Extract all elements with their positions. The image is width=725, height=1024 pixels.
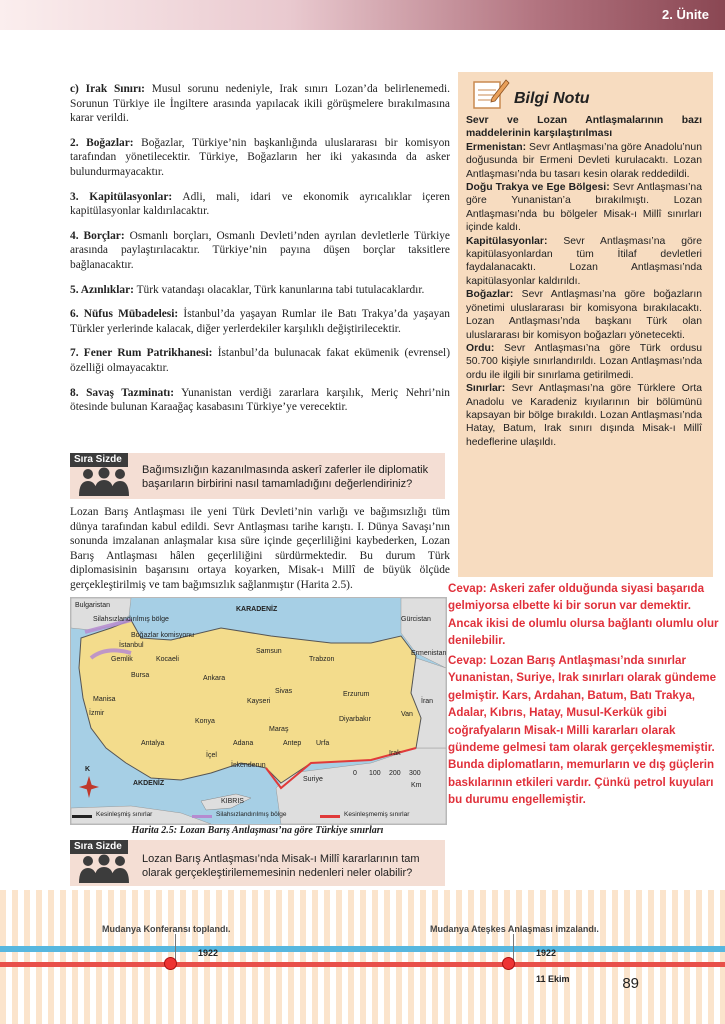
map-graphic (71, 598, 446, 824)
item-kapitulasyonlar: 3. Kapitülasyonlar: Adli, mali, idari ve ekonomik ayrıcalıklar içeren kapitülasyonlar kaldırılacaktır. (70, 190, 450, 218)
item-borclar: 4. Borçlar: Osmanlı borçları, Osmanlı Devleti’nden ayrılan devletlerle Türkiye arasında paylaştırılacaktır. Türkiye’nin payına düşen borçlar taksitlere bağlanacaktır. (70, 229, 450, 271)
legend-label: Kesinleşmiş sınırlar (96, 811, 153, 818)
info-note-item: Boğazlar: Sevr Antlaşması’na göre boğazların yönetimi uluslararası bir komisyona bırakılacaktı. Lozan Antlaşması’nda başkanı Türk olan uluslararası bir komisyon boğazları yönetecekti. (466, 289, 702, 341)
item-bogazlar: 2. Boğazlar: Boğazlar, Türkiye’nin başkanlığında uluslararası bir komisyon tarafından yönetilecektir. Türkiye, Boğazların her iki yakasında da asker bulundurmayacaktır. (70, 136, 450, 178)
main-text (70, 82, 450, 425)
map-label: Erzurum (343, 691, 370, 698)
timeline-line-red (0, 962, 725, 967)
map-label: Km (411, 782, 422, 789)
info-note-item: Sınırlar: Sevr Antlaşması’na göre Türklere Orta Anadolu ve Karadeniz kıyılarının bir bölümünü kapsayan bir bölge bırakıldı. Lozan Antlaşması’nda Hatay, Batum, Irak sınırı dışında Misak-ı Millî hedeflerine ulaşıldı. (466, 383, 702, 448)
map-label: AKDENİZ (133, 780, 165, 787)
map-turkey-borders (70, 597, 447, 825)
scale-label: 300 (409, 770, 421, 777)
item-irak: c) Irak Sınırı: Musul sorunu nedeniyle, Irak sınırı Lozan’da belirlenemedi. Sorunun Türkiye ile İngiltere arasında yapılacak ikili görüşmelere bırakılmasına karar verildi. (70, 83, 450, 125)
sira-sizde-question: Lozan Barış Antlaşması’nda Misak-ı Millî kararlarının tam olarak gerçekleştirilememesinin nedenleri neler olabilir? (142, 853, 420, 879)
map-label: Samsun (256, 648, 282, 655)
sira-sizde-box-2 (70, 840, 445, 886)
map-label: Kayseri (247, 698, 271, 705)
timeline-event-label: Mudanya Ateşkes Anlaşması imzalandı. (430, 924, 599, 934)
map-label: Silahsızlandırılmış bölge (93, 616, 169, 623)
timeline-line-blue (0, 946, 725, 952)
item-tazminat: 8. Savaş Tazminatı: Yunanistan verdiği zararlara karşılık, Meriç Nehri’nin ötesinde bulunan Karaağaç kasabasını Türkiye’ye verecektir. (70, 386, 450, 414)
sira-sizde-question: Bağımsızlığın kazanılmasında askerî zaferler ile diplomatik başarıların birbirini nasıl tamamladığını değerlendiriniz? (142, 464, 429, 490)
map-label: KARADENİZ (236, 606, 278, 613)
sira-sizde-box-1 (70, 453, 445, 499)
timeline-marker-stick (513, 934, 514, 962)
page-number: 89 (622, 975, 639, 992)
map-label: Antep (283, 740, 302, 747)
compass-icon (79, 776, 99, 798)
unit-label: 2. Ünite (662, 7, 709, 22)
legend-label: Kesinleşmemiş sınırlar (344, 811, 410, 818)
map-label: K (85, 766, 91, 773)
info-note-body (466, 114, 702, 449)
timeline-event-label: Mudanya Konferansı toplandı. (102, 924, 231, 934)
map-label: Ermenistan (411, 650, 447, 657)
info-note-heading: Sevr ve Lozan Antlaşmalarının bazı maddelerinin karşılaştırılması (466, 115, 702, 140)
map-label: Gürcistan (401, 616, 431, 623)
map-label: İzmir (89, 710, 105, 717)
timeline-year: 1922 (536, 948, 557, 958)
map-label: Adana (233, 740, 254, 747)
top-banner (0, 0, 725, 30)
map-label: Sivas (275, 688, 293, 695)
people-icon (76, 853, 132, 883)
map-label: Suriye (303, 776, 323, 783)
scale-label: 100 (369, 770, 381, 777)
info-note-item: Kapitülasyonlar: Sevr Antlaşması’na göre kapitülasyonlardan tüm İtilaf devletleri faydalanacaktı. Lozan Antlaşması’nda kapitülasyonlar kaldırıldı. (466, 235, 702, 287)
scale-label: 0 (353, 770, 357, 777)
sira-sizde-label: Sıra Sizde (70, 840, 128, 854)
map-label: Bursa (131, 672, 150, 679)
info-note-title: Bilgi Notu (514, 90, 590, 107)
map-caption: Harita 2.5: Lozan Barış Antlaşması’na göre Türkiye sınırları (131, 825, 384, 836)
timeline-dot (164, 957, 177, 970)
item-azinliklar: 5. Azınlıklar: Türk vatandaşı olacaklar, Türk kanunlarına tabi tutulacaklardır. (70, 283, 425, 296)
map-label: Diyarbakır (339, 716, 371, 723)
map-label: KIBRIS (221, 798, 244, 805)
map-label: İçel (206, 752, 217, 759)
map-label: Manisa (93, 696, 116, 703)
answer-2: Cevap: Lozan Barış Antlaşması’nda sınırlar Yunanistan, Suriye, Irak sınırları olarak gündeme gelmiştir. Kars, Ardahan, Batum, Batı Trakya, Adalar, Kıbrıs, Hatay, Musul-Kerkük gibi coğrafyaların Misak-ı Milli kararları olarak gündeme gelmesi tam olarak gerçekleşmemiştir. Bunda diplomatların, memurların ve dış güçlerin baskılarının etkileri vardır. Çünkü petrol kuyuları bu durumu engellemiştir. (448, 654, 717, 807)
info-note-item: Doğu Trakya ve Ege Bölgesi: Sevr Antlaşması’na göre Yunanistan’a bırakılmıştı. Lozan Antlaşması’nda bu bölgeler Misak-ı Millî sınırları içinde kaldı. (466, 182, 702, 234)
scale-label: 200 (389, 770, 401, 777)
sira-sizde-label: Sıra Sizde (70, 453, 128, 467)
map-label: Trabzon (309, 656, 335, 663)
map-label: İran (421, 698, 434, 705)
legend-line-demil (192, 815, 212, 818)
info-note-box (458, 72, 713, 577)
answer-1: Cevap: Askeri zafer olduğunda siyasi başarıda gelmiyorsa elbette ki bir sorun var demektir. Ancak ikisi de olumlu olursa bağlantı olumlu olur denilebilir. (448, 582, 719, 648)
legend-line-settled (72, 815, 92, 818)
legend-line-unsettled (320, 815, 340, 818)
legend-label: Silahsızlandırılmış bölge (216, 811, 287, 818)
info-note-item: Ermenistan: Sevr Antlaşması’na göre Anadolu’nun doğusunda bir Ermeni Devleti kurulacaktı. Lozan Antlaşması’nda bu tasarı kesin olarak reddedildi. (466, 141, 702, 180)
map-label: Kocaeli (156, 656, 179, 663)
timeline-date: 11 Ekim (536, 974, 570, 984)
map-label: İskenderun (231, 762, 266, 769)
map-label: Antalya (141, 740, 165, 747)
notepad-pencil-icon (472, 76, 510, 110)
timeline-year: 1922 (198, 948, 219, 958)
map-label: İstanbul (119, 642, 144, 649)
map-label: Maraş (269, 726, 289, 733)
timeline (0, 890, 725, 1024)
map-label: Ankara (203, 675, 226, 682)
map-label: Irak (389, 750, 401, 757)
map-label: Van (401, 711, 413, 718)
item-fener: 7. Fener Rum Patrikhanesi: İstanbul’da bulunacak fakat ekümenik (evrensel) özelliği olmayacaktır. (70, 347, 450, 374)
summary-paragraph: Lozan Barış Antlaşması ile yeni Türk Devleti’nin varlığı ve bağımsızlığı tüm dünya tarafından kabul edildi. Sevr Antlaşması tarihe karıştı. I. Dünya Savaşı’nın sonunda imzalanan anlaşmalar kısa süre içinde geçerliliğini kaybederken, Lozan Barış Antlaşması hâlen geçerliliğini sürdürmektedir. Bu durum Türk diplomasisinin başarısını ortaya koyarken, Misak-ı Millî de büyük ölçüde gerçekleştirilmiş ve tam bağımsızlık sağlanmıştır (Harita 2.5). (70, 506, 450, 591)
map-label: Konya (195, 718, 215, 725)
item-nufus: 6. Nüfus Mübadelesi: İstanbul’da yaşayan Rumlar ile Batı Trakya’da yaşayan Türkler yerlerinde kalacak, diğer yerlerdekiler karşılıklı değiştirilecektir. (70, 308, 450, 335)
map-label: Urfa (316, 740, 330, 747)
info-note-item: Ordu: Sevr Antlaşması’na göre Türk ordusu 50.700 kişiyle sınırlandırıldı. Lozan Antlaşması’nda ordu ile ilgili bir sınırlama getirilmedi. (466, 342, 702, 381)
map-label: Boğazlar komisyonu (131, 632, 195, 639)
people-icon (76, 466, 132, 496)
map-label: Bulgaristan (75, 602, 111, 609)
timeline-dot (502, 957, 515, 970)
map-label: Gemlik (111, 656, 133, 663)
timeline-marker-stick (175, 934, 176, 962)
map-legend (70, 811, 445, 823)
